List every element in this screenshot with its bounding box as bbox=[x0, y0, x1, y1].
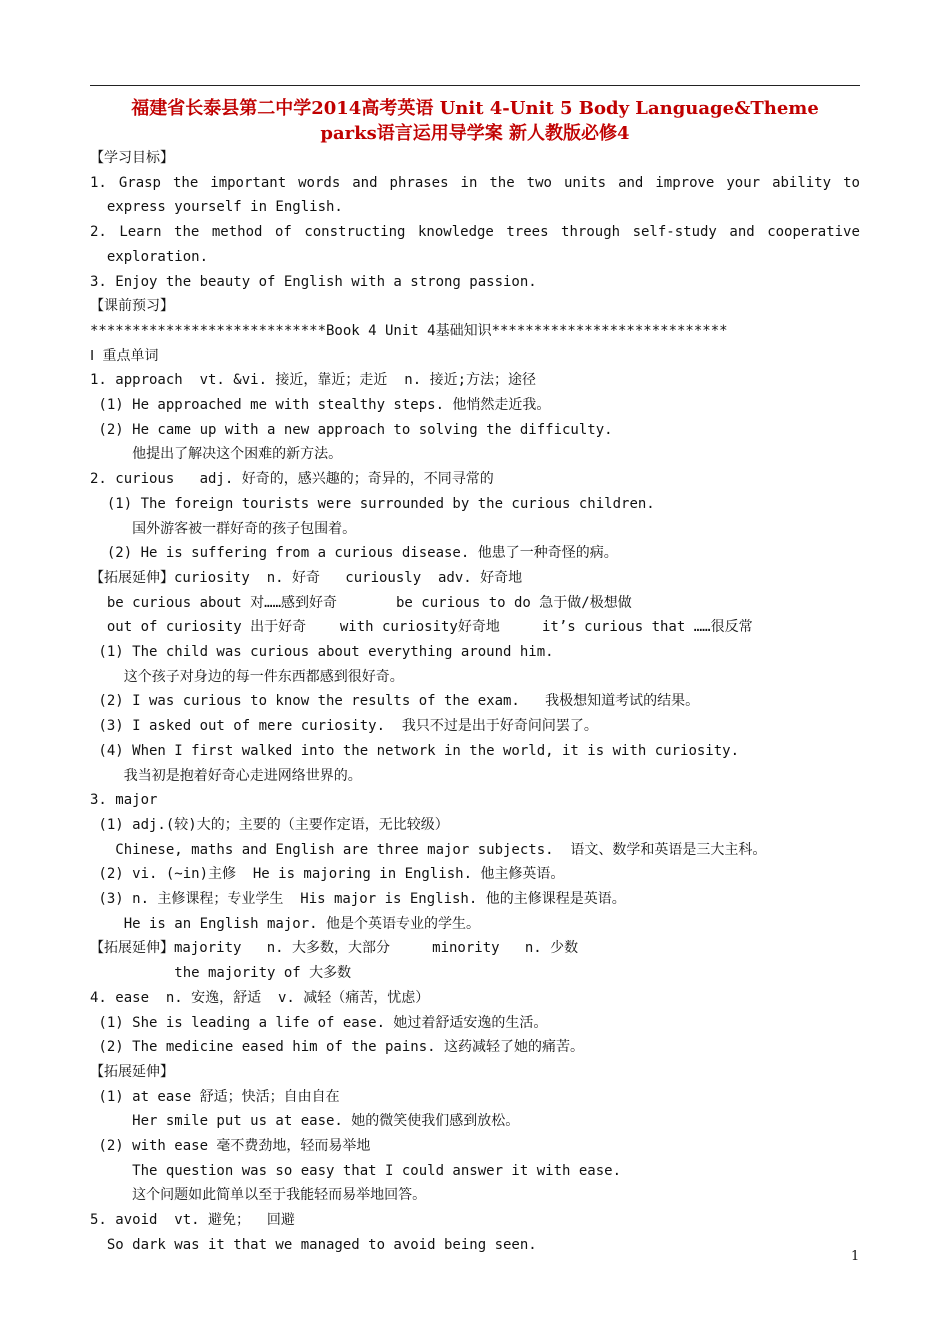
text-line: 【拓展延伸】 bbox=[90, 1063, 174, 1080]
text-line: Her smile put us at ease. 她的微笑使我们感到放松。 bbox=[90, 1113, 520, 1130]
text-line: (2) He is suffering from a curious disease. 他患了一种奇怪的病。 bbox=[90, 545, 618, 562]
text-line: 这个问题如此简单以至于我能轻而易举地回答。 bbox=[90, 1187, 427, 1204]
text-line: exploration. bbox=[90, 248, 209, 265]
header-rule bbox=[90, 85, 860, 86]
title-line-2: parks语言运用导学案 新人教版必修4 bbox=[320, 123, 630, 144]
word: your bbox=[726, 174, 761, 191]
text-line: 5. avoid vt. 避免； 回避 bbox=[90, 1212, 295, 1229]
text-line: be curious about 对……感到好奇 be curious to do 急于做/极想做 bbox=[90, 594, 632, 611]
word: 2. bbox=[90, 224, 107, 241]
word: two bbox=[526, 174, 552, 191]
word: units bbox=[563, 174, 607, 191]
text-line: 【拓展延伸】curiosity n. 好奇 curiously adv. 好奇地 bbox=[90, 569, 523, 586]
text-line: (1) The foreign tourists were surrounded by the curious children. bbox=[90, 495, 655, 512]
text-line: (1) adj.(较)大的；主要的（主要作定语，无比较级） bbox=[90, 816, 449, 833]
text-line: (2) vi. (~in)主修 He is majoring in English. 他主修英语。 bbox=[90, 866, 565, 883]
text-line: 【拓展延伸】majority n. 大多数，大部分 minority n. 少数 bbox=[90, 940, 579, 957]
word: the bbox=[172, 174, 199, 191]
text-line: ****************************Book 4 Unit 4基础知识**************************** bbox=[90, 322, 728, 339]
text-line: (2) He came up with a new approach to solving the difficulty. bbox=[90, 421, 613, 438]
word: important bbox=[210, 174, 287, 191]
text-line: express yourself in English. bbox=[90, 199, 343, 216]
word: Learn bbox=[119, 224, 162, 241]
word: the bbox=[489, 174, 515, 191]
text-line: 2. curious adj. 好奇的，感兴趣的；奇异的，不同寻常的 bbox=[90, 471, 494, 488]
text-line: The question was so easy that I could answer it with ease. bbox=[90, 1162, 622, 1179]
word: trees bbox=[506, 224, 549, 241]
word: knowledge bbox=[418, 224, 494, 241]
word: Grasp bbox=[118, 174, 161, 191]
word: 1. bbox=[90, 174, 107, 191]
word: of bbox=[274, 224, 292, 241]
text-line: the majority of 大多数 bbox=[90, 965, 352, 982]
text-line: (1) at ease 舒适；快活；自由自在 bbox=[90, 1088, 340, 1105]
text-line: Ⅰ 重点单词 bbox=[90, 347, 159, 364]
text-line: (2) The medicine eased him of the pains. 这药减轻了她的痛苦。 bbox=[90, 1039, 585, 1056]
text-line: 【学习目标】 bbox=[90, 150, 174, 166]
word: in bbox=[460, 174, 478, 191]
text-line: 3. Enjoy the beauty of English with a strong passion. bbox=[90, 273, 537, 290]
word: through bbox=[561, 224, 621, 241]
text-line: out of curiosity 出于好奇 with curiosity好奇地 it’s curious that ……很反常 bbox=[90, 619, 753, 636]
word: words bbox=[298, 174, 341, 191]
text-line: 4. ease n. 安逸，舒适 v. 减轻（痛苦，忧虑） bbox=[90, 989, 430, 1006]
page-number: 1 bbox=[851, 1249, 860, 1264]
text-line: (2) I was curious to know the results of the exam. 我极想知道考试的结果。 bbox=[90, 693, 700, 710]
word: and bbox=[352, 174, 378, 191]
text-line: (3) I asked out of mere curiosity. 我只不过是出于好奇问问罢了。 bbox=[90, 718, 598, 735]
word: to bbox=[843, 174, 860, 191]
text-line bbox=[90, 174, 860, 192]
text-line: 【课前预习】 bbox=[90, 298, 174, 315]
text-line: He is an English major. 他是个英语专业的学生。 bbox=[90, 915, 481, 932]
text-line: Chinese, maths and English are three major subjects. 语文、数学和英语是三大主科。 bbox=[90, 841, 767, 858]
word: improve bbox=[655, 174, 715, 191]
text-line bbox=[90, 223, 860, 241]
word: the bbox=[174, 224, 200, 241]
text-line: 他提出了解决这个困难的新方法。 bbox=[90, 446, 343, 463]
text-line: 3. major bbox=[90, 792, 158, 809]
text-line: (1) He approached me with stealthy steps. 他悄然走近我。 bbox=[90, 397, 551, 413]
text-line: (4) When I first walked into the network in the world, it is with curiosity. bbox=[90, 742, 740, 759]
text-line: (1) The child was curious about everything around him. bbox=[90, 644, 554, 660]
text-line: 这个孩子对身边的每一件东西都感到很好奇。 bbox=[90, 668, 404, 685]
text-line: 国外游客被一群好奇的孩子包围着。 bbox=[90, 520, 357, 537]
document-title bbox=[90, 96, 860, 146]
word: self-study bbox=[632, 224, 717, 241]
word: and bbox=[618, 174, 644, 191]
text-line: 1. approach vt. &vi. 接近，靠近；走近 n. 接近;方法；途径 bbox=[90, 372, 537, 389]
word: constructing bbox=[304, 224, 406, 241]
text-line: (1) She is leading a life of ease. 她过着舒适安逸的生活。 bbox=[90, 1014, 548, 1031]
word: cooperative bbox=[767, 224, 860, 241]
title-line-1: 福建省长泰县第二中学2014高考英语 Unit 4-Unit 5 Body Language&Theme bbox=[131, 98, 819, 119]
text-line: So dark was it that we managed to avoid being seen. bbox=[90, 1236, 537, 1253]
word: ability bbox=[772, 174, 832, 191]
word: and bbox=[729, 224, 755, 241]
word: phrases bbox=[389, 174, 449, 191]
word: method bbox=[211, 224, 263, 241]
text-line: 我当初是抱着好奇心走进网络世界的。 bbox=[90, 767, 362, 784]
text-line: (3) n. 主修课程；专业学生 His major is English. 他的主修课程是英语。 bbox=[90, 891, 626, 907]
text-line: (2) with ease 毫不费劲地，轻而易举地 bbox=[90, 1138, 371, 1154]
